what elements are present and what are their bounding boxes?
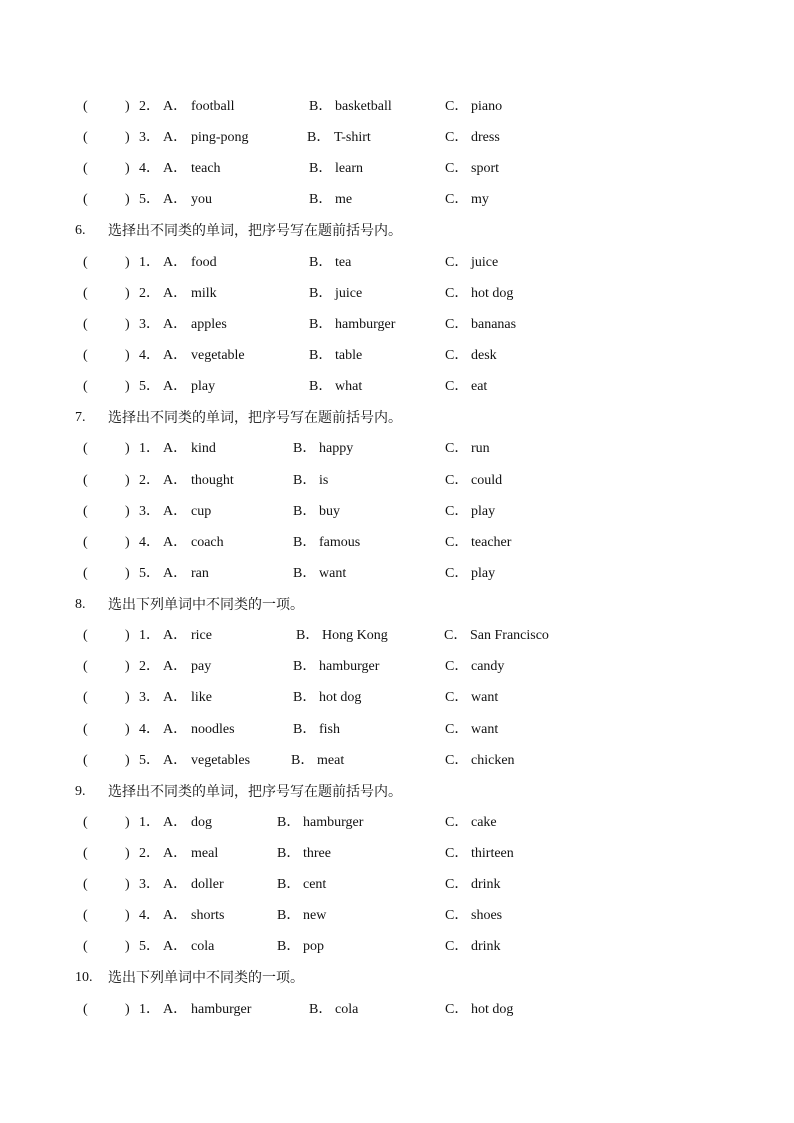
answer-paren-left: ( — [83, 877, 88, 892]
question-number: 1． — [139, 255, 160, 270]
option-a-word: you — [191, 192, 212, 207]
option-c-letter: C． — [445, 441, 469, 456]
option-c-letter: C． — [445, 317, 469, 332]
option-b-word: hamburger — [303, 815, 364, 830]
answer-paren-right: ) — [125, 939, 130, 954]
question-number: 5． — [139, 379, 160, 394]
option-c-letter: C． — [445, 192, 469, 207]
option-b-word: T-shirt — [334, 130, 371, 145]
option-b-letter: B． — [277, 815, 301, 830]
option-b-letter: B． — [309, 286, 333, 301]
answer-paren-left: ( — [83, 908, 88, 923]
question-number: 2． — [139, 846, 160, 861]
answer-paren-left: ( — [83, 348, 88, 363]
section-instruction: 选择出不同类的单词，把序号写在题前括号内。 — [108, 784, 402, 800]
option-c-letter: C． — [445, 348, 469, 363]
answer-paren-right: ) — [125, 255, 130, 270]
answer-paren-left: ( — [83, 659, 88, 674]
answer-paren-left: ( — [83, 255, 88, 270]
option-c-word: drink — [471, 939, 501, 954]
option-c-word: San Francisco — [470, 628, 549, 643]
question-number: 5． — [139, 192, 160, 207]
question-number: 4． — [139, 722, 160, 737]
option-b-word: cola — [335, 1002, 359, 1017]
option-a-letter: A． — [163, 348, 188, 363]
answer-paren-left: ( — [83, 535, 88, 550]
option-a-letter: A． — [163, 192, 188, 207]
option-b-letter: B． — [309, 255, 333, 270]
option-a-word: doller — [191, 877, 224, 892]
option-a-letter: A． — [163, 379, 188, 394]
option-b-word: new — [303, 908, 327, 923]
option-b-word: Hong Kong — [322, 628, 388, 643]
option-b-letter: B． — [309, 1002, 333, 1017]
option-c-letter: C． — [445, 690, 469, 705]
option-c-word: drink — [471, 877, 501, 892]
answer-paren-right: ) — [125, 659, 130, 674]
option-b-letter: B． — [307, 130, 331, 145]
option-c-letter: C． — [445, 535, 469, 550]
section-instruction: 选出下列单词中不同类的一项。 — [108, 970, 304, 986]
answer-paren-right: ) — [125, 504, 130, 519]
answer-paren-right: ) — [125, 130, 130, 145]
option-b-word: table — [335, 348, 363, 363]
option-a-word: cup — [191, 504, 212, 519]
option-b-letter: B． — [309, 161, 333, 176]
option-a-word: milk — [191, 286, 217, 301]
option-c-word: dress — [471, 130, 500, 145]
option-a-letter: A． — [163, 161, 188, 176]
option-b-letter: B． — [293, 690, 317, 705]
option-a-word: hamburger — [191, 1002, 252, 1017]
section-instruction: 选择出不同类的单词，把序号写在题前括号内。 — [108, 223, 402, 239]
option-b-letter: B． — [296, 628, 320, 643]
option-c-letter: C． — [445, 877, 469, 892]
option-a-letter: A． — [163, 722, 188, 737]
option-b-letter: B． — [293, 659, 317, 674]
option-b-word: hot dog — [319, 690, 362, 705]
option-b-letter: B． — [309, 379, 333, 394]
answer-paren-right: ) — [125, 535, 130, 550]
answer-paren-left: ( — [83, 722, 88, 737]
answer-paren-right: ) — [125, 815, 130, 830]
answer-paren-right: ) — [125, 317, 130, 332]
question-number: 4． — [139, 908, 160, 923]
option-c-letter: C． — [445, 566, 469, 581]
option-b-letter: B． — [293, 441, 317, 456]
option-a-letter: A． — [163, 255, 188, 270]
answer-paren-left: ( — [83, 379, 88, 394]
answer-paren-left: ( — [83, 1002, 88, 1017]
option-b-letter: B． — [277, 877, 301, 892]
option-a-word: food — [191, 255, 217, 270]
section-number: 10. — [75, 970, 93, 985]
option-a-letter: A． — [163, 877, 188, 892]
option-b-letter: B． — [293, 504, 317, 519]
question-number: 3． — [139, 504, 160, 519]
option-b-word: three — [303, 846, 331, 861]
option-b-letter: B． — [291, 753, 315, 768]
option-c-letter: C． — [445, 722, 469, 737]
section-number: 8. — [75, 597, 86, 612]
option-a-letter: A． — [163, 690, 188, 705]
option-b-word: fish — [319, 722, 340, 737]
option-a-letter: A． — [163, 846, 188, 861]
option-b-letter: B． — [309, 192, 333, 207]
question-number: 2． — [139, 99, 160, 114]
option-c-letter: C． — [444, 628, 468, 643]
option-c-word: hot dog — [471, 1002, 514, 1017]
option-a-word: shorts — [191, 908, 225, 923]
answer-paren-right: ) — [125, 441, 130, 456]
question-number: 1． — [139, 628, 160, 643]
question-number: 5． — [139, 939, 160, 954]
answer-paren-right: ) — [125, 908, 130, 923]
section-number: 7. — [75, 410, 86, 425]
option-c-word: bananas — [471, 317, 517, 332]
option-c-word: run — [471, 441, 490, 456]
option-c-word: my — [471, 192, 489, 207]
option-c-letter: C． — [445, 939, 469, 954]
option-c-letter: C． — [445, 99, 469, 114]
option-c-word: teacher — [471, 535, 512, 550]
option-a-word: vegetable — [191, 348, 245, 363]
question-number: 5． — [139, 753, 160, 768]
option-a-word: pay — [191, 659, 212, 674]
option-a-word: thought — [191, 473, 234, 488]
answer-paren-left: ( — [83, 628, 88, 643]
option-a-word: noodles — [191, 722, 235, 737]
option-c-letter: C． — [445, 908, 469, 923]
option-b-letter: B． — [277, 846, 301, 861]
option-c-word: could — [471, 473, 503, 488]
option-a-word: like — [191, 690, 212, 705]
option-b-word: want — [319, 566, 347, 581]
option-a-word: dog — [191, 815, 212, 830]
option-c-letter: C． — [445, 753, 469, 768]
option-b-word: meat — [317, 753, 345, 768]
option-b-letter: B． — [309, 99, 333, 114]
option-c-word: eat — [471, 379, 488, 394]
option-b-word: buy — [319, 504, 340, 519]
answer-paren-left: ( — [83, 846, 88, 861]
answer-paren-left: ( — [83, 753, 88, 768]
option-b-word: tea — [335, 255, 352, 270]
option-b-letter: B． — [277, 939, 301, 954]
option-a-word: football — [191, 99, 235, 114]
option-c-word: cake — [471, 815, 497, 830]
option-c-letter: C． — [445, 815, 469, 830]
option-a-letter: A． — [163, 317, 188, 332]
answer-paren-left: ( — [83, 161, 88, 176]
question-number: 1． — [139, 441, 160, 456]
option-b-word: learn — [335, 161, 363, 176]
option-c-letter: C． — [445, 473, 469, 488]
option-a-letter: A． — [163, 908, 188, 923]
option-a-word: rice — [191, 628, 212, 643]
answer-paren-right: ) — [125, 99, 130, 114]
option-a-letter: A． — [163, 130, 188, 145]
option-a-letter: A． — [163, 99, 188, 114]
option-c-word: hot dog — [471, 286, 514, 301]
answer-paren-left: ( — [83, 939, 88, 954]
option-a-word: teach — [191, 161, 221, 176]
option-b-word: juice — [335, 286, 363, 301]
option-b-letter: B． — [293, 473, 317, 488]
answer-paren-right: ) — [125, 566, 130, 581]
option-c-word: chicken — [471, 753, 515, 768]
answer-paren-left: ( — [83, 473, 88, 488]
option-a-letter: A． — [163, 815, 188, 830]
option-b-word: is — [319, 473, 329, 488]
option-a-letter: A． — [163, 939, 188, 954]
option-c-word: want — [471, 722, 499, 737]
answer-paren-left: ( — [83, 99, 88, 114]
option-a-letter: A． — [163, 1002, 188, 1017]
option-b-word: hamburger — [319, 659, 380, 674]
option-c-letter: C． — [445, 161, 469, 176]
option-a-letter: A． — [163, 535, 188, 550]
question-number: 1． — [139, 1002, 160, 1017]
section-instruction: 选择出不同类的单词，把序号写在题前括号内。 — [108, 410, 402, 426]
section-instruction: 选出下列单词中不同类的一项。 — [108, 597, 304, 613]
option-a-letter: A． — [163, 286, 188, 301]
option-a-letter: A． — [163, 504, 188, 519]
answer-paren-left: ( — [83, 286, 88, 301]
option-b-word: hamburger — [335, 317, 396, 332]
option-a-letter: A． — [163, 753, 188, 768]
option-c-letter: C． — [445, 255, 469, 270]
answer-paren-left: ( — [83, 815, 88, 830]
option-c-letter: C． — [445, 130, 469, 145]
option-b-word: pop — [303, 939, 324, 954]
answer-paren-left: ( — [83, 317, 88, 332]
option-b-word: happy — [319, 441, 354, 456]
question-number: 3． — [139, 877, 160, 892]
option-b-letter: B． — [293, 535, 317, 550]
question-number: 2． — [139, 659, 160, 674]
option-c-letter: C． — [445, 286, 469, 301]
answer-paren-right: ) — [125, 846, 130, 861]
option-b-letter: B． — [277, 908, 301, 923]
answer-paren-right: ) — [125, 379, 130, 394]
option-b-letter: B． — [309, 348, 333, 363]
question-number: 4． — [139, 535, 160, 550]
option-b-word: cent — [303, 877, 327, 892]
option-a-word: meal — [191, 846, 219, 861]
option-c-word: play — [471, 504, 496, 519]
answer-paren-left: ( — [83, 130, 88, 145]
option-c-word: juice — [471, 255, 499, 270]
option-a-word: vegetables — [191, 753, 251, 768]
option-c-letter: C． — [445, 504, 469, 519]
answer-paren-left: ( — [83, 192, 88, 207]
answer-paren-right: ) — [125, 348, 130, 363]
option-a-word: cola — [191, 939, 215, 954]
section-number: 9. — [75, 784, 86, 799]
option-c-letter: C． — [445, 846, 469, 861]
option-a-word: kind — [191, 441, 216, 456]
option-b-word: famous — [319, 535, 361, 550]
option-b-letter: B． — [293, 566, 317, 581]
option-a-letter: A． — [163, 628, 188, 643]
answer-paren-right: ) — [125, 161, 130, 176]
option-b-letter: B． — [293, 722, 317, 737]
section-number: 6. — [75, 223, 86, 238]
answer-paren-right: ) — [125, 722, 130, 737]
question-number: 4． — [139, 348, 160, 363]
answer-paren-right: ) — [125, 877, 130, 892]
option-c-word: sport — [471, 161, 499, 176]
question-number: 4． — [139, 161, 160, 176]
question-number: 2． — [139, 473, 160, 488]
option-b-word: basketball — [335, 99, 392, 114]
answer-paren-right: ) — [125, 192, 130, 207]
option-c-letter: C． — [445, 1002, 469, 1017]
option-c-word: candy — [471, 659, 505, 674]
option-b-word: me — [335, 192, 353, 207]
question-number: 3． — [139, 690, 160, 705]
answer-paren-right: ) — [125, 690, 130, 705]
option-b-word: what — [335, 379, 363, 394]
answer-paren-right: ) — [125, 628, 130, 643]
option-c-word: want — [471, 690, 499, 705]
option-a-letter: A． — [163, 473, 188, 488]
option-c-word: play — [471, 566, 496, 581]
answer-paren-left: ( — [83, 566, 88, 581]
option-c-word: thirteen — [471, 846, 514, 861]
question-number: 3． — [139, 317, 160, 332]
option-a-word: ping-pong — [191, 130, 249, 145]
answer-paren-right: ) — [125, 753, 130, 768]
option-c-letter: C． — [445, 379, 469, 394]
question-number: 3． — [139, 130, 160, 145]
answer-paren-right: ) — [125, 286, 130, 301]
answer-paren-right: ) — [125, 1002, 130, 1017]
answer-paren-left: ( — [83, 504, 88, 519]
option-a-letter: A． — [163, 441, 188, 456]
option-a-letter: A． — [163, 659, 188, 674]
question-number: 5． — [139, 566, 160, 581]
option-c-word: desk — [471, 348, 497, 363]
question-number: 2． — [139, 286, 160, 301]
option-a-word: apples — [191, 317, 227, 332]
option-a-word: coach — [191, 535, 224, 550]
question-number: 1． — [139, 815, 160, 830]
option-c-letter: C． — [445, 659, 469, 674]
option-a-letter: A． — [163, 566, 188, 581]
answer-paren-right: ) — [125, 473, 130, 488]
answer-paren-left: ( — [83, 690, 88, 705]
option-c-word: shoes — [471, 908, 503, 923]
option-a-word: ran — [191, 566, 209, 581]
option-a-word: play — [191, 379, 216, 394]
answer-paren-left: ( — [83, 441, 88, 456]
option-b-letter: B． — [309, 317, 333, 332]
option-c-word: piano — [471, 99, 503, 114]
